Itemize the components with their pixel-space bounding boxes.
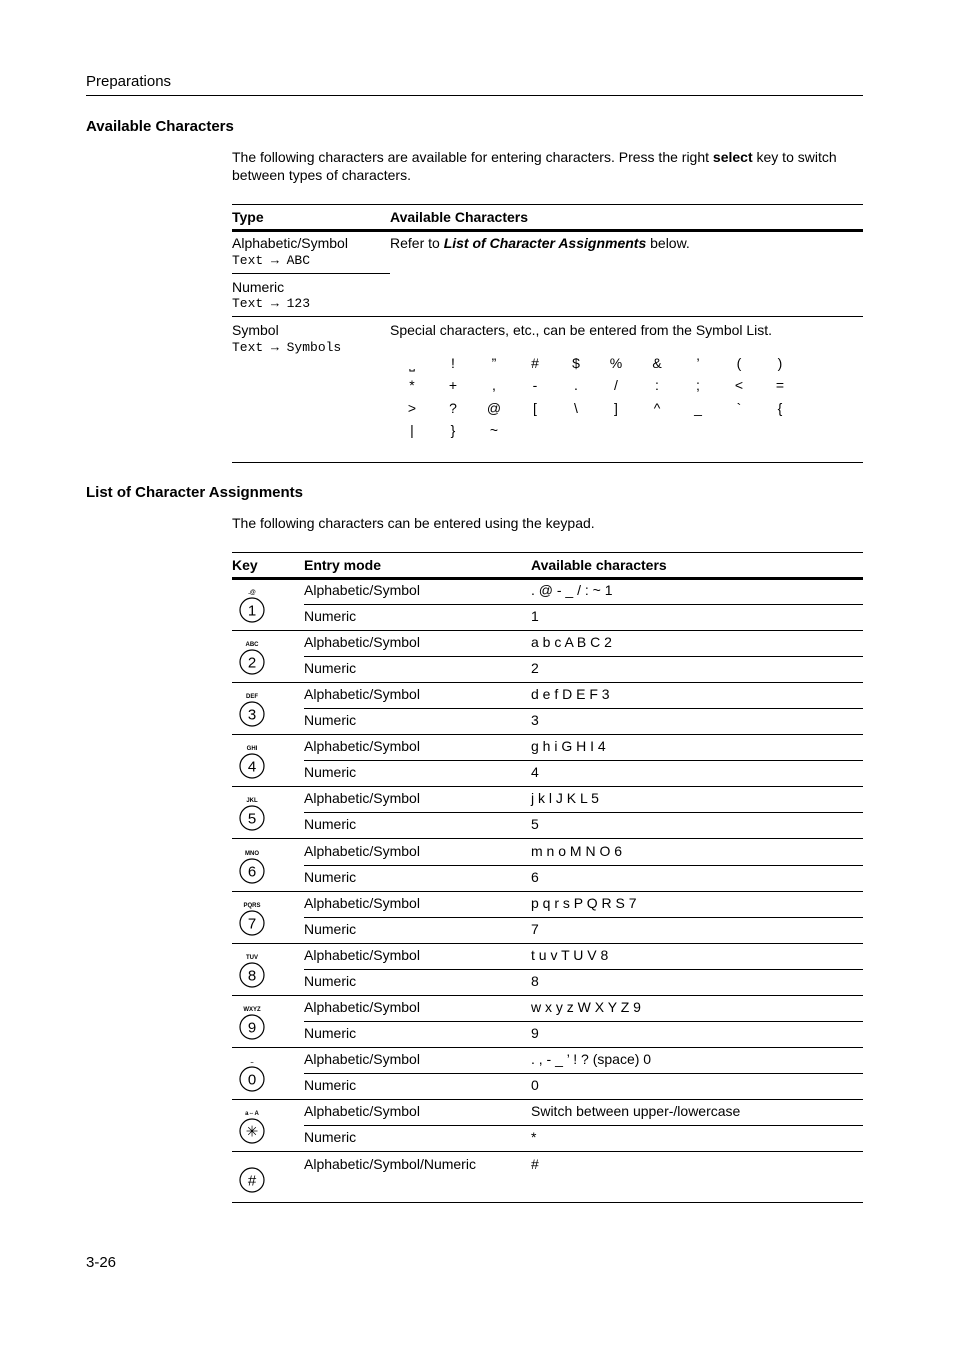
available-chars: # [531,1156,539,1172]
entry-mode-alpha: Alphabetic/Symbol [304,1050,420,1067]
row-mid-rule [304,656,863,657]
symbol-char: / [614,377,618,393]
row-mid-rule [304,1125,863,1126]
symbol-char: # [531,355,539,371]
row-mid-rule [304,1073,863,1074]
svg-text:TUV: TUV [246,954,258,961]
key-8-icon [239,996,265,1046]
table-row-key-6 [232,892,863,944]
svg-text:JKL: JKL [246,798,258,805]
svg-text:4: 4 [247,758,257,776]
svg-text:2: 2 [247,654,257,672]
symbol-char: % [609,355,623,371]
available-chars-numeric: 7 [531,920,539,937]
available-chars-numeric: 5 [531,816,539,833]
symbol-char: , [492,377,496,393]
svg-text:5: 5 [247,810,257,828]
entry-mode-alpha: Alphabetic/Symbol [304,894,420,911]
svg-text:PQRS: PQRS [243,902,261,909]
svg-text:8: 8 [247,967,257,985]
symbol-char: ] [614,400,618,416]
symbol-char: $ [572,355,580,371]
row-mid-rule [304,760,863,761]
entry-mode-numeric: Numeric [304,608,357,624]
table-row-key-1 [232,631,863,683]
section-title-available: Available Characters [86,118,234,135]
key-6-icon [239,892,265,942]
table2-header-chars: Available characters [531,557,667,573]
key-0-icon [239,579,265,629]
header-rule [86,95,863,96]
symbol-char: < [734,377,744,393]
available-chars-alpha: g h i G H I 4 [531,738,606,755]
symbol-char: : [655,377,659,393]
entry-mode-alpha: Alphabetic/Symbol [304,842,420,859]
hash-key-icon [239,1151,265,1201]
link-char-assignments[interactable]: List of Character Assignments [443,235,647,251]
entry-mode: Alphabetic/Symbol/Numeric [304,1156,476,1172]
table-row-key-10 [232,1100,863,1152]
symbol-description: Special characters, etc., can be entered from the Symbol List. [390,322,773,338]
svg-text:MNO: MNO [245,850,259,857]
symbol-char: \ [574,400,578,416]
symbol-char: @ [486,400,502,416]
svg-text:0: 0 [247,1071,257,1089]
table-row-key-9 [232,1048,863,1100]
desc-post: below. [646,235,690,251]
key-5-icon [239,840,265,890]
table1-header-type: Type [232,209,264,225]
section-title-assignments: List of Character Assignments [86,484,303,501]
row-mid-rule [304,708,863,709]
row-rule [232,316,863,317]
svg-text:6: 6 [247,863,257,880]
entry-mode-numeric: Numeric [304,816,357,833]
entry-mode-numeric: Numeric [304,1129,357,1145]
symbol-char: * [409,377,415,393]
available-chars-alpha: Switch between upper-/lowercase [531,1103,741,1119]
symbol-char: ~ [489,422,499,438]
symbol-char: [ [533,400,537,416]
mode-numeric: Text → 123 [232,296,311,311]
page-number: 3-26 [86,1254,117,1271]
desc-pre: Refer to [390,235,444,251]
entry-mode-alpha: Alphabetic/Symbol [304,1103,420,1119]
symbol-char: { [777,400,783,416]
table-row-key-5 [232,840,863,892]
available-chars-numeric: 1 [531,608,539,624]
entry-mode-alpha: Alphabetic/Symbol [304,946,420,963]
svg-text:GHI: GHI [246,746,258,753]
entry-mode-numeric: Numeric [304,1076,357,1093]
svg-text:7: 7 [247,915,257,933]
symbol-char: | [410,422,414,438]
row-mid-rule [304,969,863,970]
available-chars-numeric: * [531,1129,537,1145]
available-chars-alpha: . @ - _ / : ~ 1 [531,582,613,598]
svg-text:1: 1 [247,602,257,620]
key-3-icon [239,735,265,785]
entry-mode-alpha: Alphabetic/Symbol [304,686,420,703]
intro-bold-select: select [712,149,753,165]
entry-mode-alpha: Alphabetic/Symbol [304,998,420,1015]
svg-text:3: 3 [247,706,257,724]
available-chars-alpha: p q r s P Q R S 7 [531,894,637,911]
type-alphabetic: Alphabetic/Symbol [232,235,348,251]
table-row-key-4 [232,787,863,839]
row-rule [232,1202,863,1203]
symbol-char: . [574,377,578,393]
entry-mode-alpha: Alphabetic/Symbol [304,738,420,755]
table-row-hash [232,1151,863,1203]
svg-text:..: .. [250,1058,254,1065]
symbol-char: ⎵ [409,355,415,371]
table1-header-rule [232,229,863,232]
entry-mode-numeric: Numeric [304,972,357,989]
key-4-icon [239,787,265,837]
row-mid-rule [304,812,863,813]
symbol-char: ” [491,355,497,371]
symbol-char: ! [451,355,455,371]
symbol-char: + [448,377,458,393]
key-10-icon [239,1100,265,1150]
entry-mode-numeric: Numeric [304,1024,357,1041]
key-1-icon [239,631,265,681]
row-mid-rule [304,917,863,918]
available-chars-alpha: t u v T U V 8 [531,946,609,963]
available-chars-alpha: a b c A B C 2 [531,634,612,651]
table2-header-mode: Entry mode [304,557,382,573]
table-row-key-0 [232,579,863,631]
available-chars-alpha: w x y z W X Y Z 9 [531,998,641,1015]
available-chars-alpha: m n o M N O 6 [531,842,623,859]
symbol-char: ` [736,400,742,416]
mode-symbol: Text → Symbols [232,340,342,355]
entry-mode-numeric: Numeric [304,660,357,677]
symbol-char: - [532,377,538,393]
type-symbol: Symbol [232,322,279,338]
symbol-char: } [450,422,456,438]
svg-text:a⇔A: a⇔A [245,1111,259,1117]
table2-header-key: Key [232,557,258,573]
available-chars-numeric: 8 [531,972,539,989]
assignments-intro: The following characters can be entered using the keypad. [232,515,595,531]
mode-alphabetic: Text → ABC [232,253,311,268]
svg-text:9: 9 [247,1019,257,1037]
row-mid-rule [304,604,863,605]
symbol-char: ) [777,355,783,371]
entry-mode-numeric: Numeric [304,920,357,937]
entry-mode-alpha: Alphabetic/Symbol [304,790,420,807]
table1-header-chars: Available Characters [390,209,528,225]
symbol-char: ’ [696,355,700,371]
symbol-char: = [775,377,785,393]
table1-bottom-rule [232,462,863,463]
svg-text:WXYZ: WXYZ [243,1006,261,1013]
available-intro [232,148,862,184]
symbol-char: ; [696,377,700,393]
available-chars-numeric: 9 [531,1024,539,1041]
symbol-char: _ [694,400,702,416]
row-mid-rule [304,1021,863,1022]
available-chars-numeric: 3 [531,712,539,729]
page-header-section: Preparations [86,73,172,90]
row-rule [232,273,390,274]
svg-text:✳: ✳ [245,1123,259,1141]
svg-text:#: # [247,1172,257,1190]
table-row-key-2 [232,683,863,735]
available-chars-numeric: 0 [531,1076,539,1093]
symbol-char: ^ [653,400,661,416]
table-row-key-3 [232,735,863,787]
entry-mode-numeric: Numeric [304,764,357,781]
entry-mode-alpha: Alphabetic/Symbol [304,634,420,651]
symbol-char: & [652,355,662,371]
available-chars-numeric: 2 [531,660,539,677]
entry-mode-numeric: Numeric [304,712,357,729]
available-chars-alpha: j k l J K L 5 [531,790,599,807]
available-chars-numeric: 6 [531,868,539,885]
svg-text:.@: .@ [248,590,256,596]
available-chars-numeric: 4 [531,764,539,781]
entry-mode-numeric: Numeric [304,868,357,885]
table2-top-rule [232,552,863,553]
svg-text:ABC: ABC [245,642,259,649]
key-2-icon [239,683,265,733]
table-row-key-8 [232,996,863,1048]
key-7-icon [239,944,265,994]
symbol-char: ( [736,355,742,371]
entry-mode-alpha: Alphabetic/Symbol [304,582,420,598]
alphabetic-description [390,234,690,252]
available-chars-alpha: d e f D E F 3 [531,686,610,703]
intro-text-1: The following characters are available for entering characters. Press the right [232,149,713,165]
symbol-char: > [407,400,417,416]
type-numeric: Numeric [232,279,285,295]
key-9-icon [239,1048,265,1098]
symbol-char: ? [449,400,457,416]
svg-text:DEF: DEF [246,694,258,701]
table-row-key-7 [232,944,863,996]
row-mid-rule [304,865,863,866]
available-chars-alpha: . , - _ ’ ! ? (space) 0 [531,1050,652,1067]
intro-text-2: key to switch between types of characters. [232,149,837,183]
table1-top-rule [232,204,863,205]
